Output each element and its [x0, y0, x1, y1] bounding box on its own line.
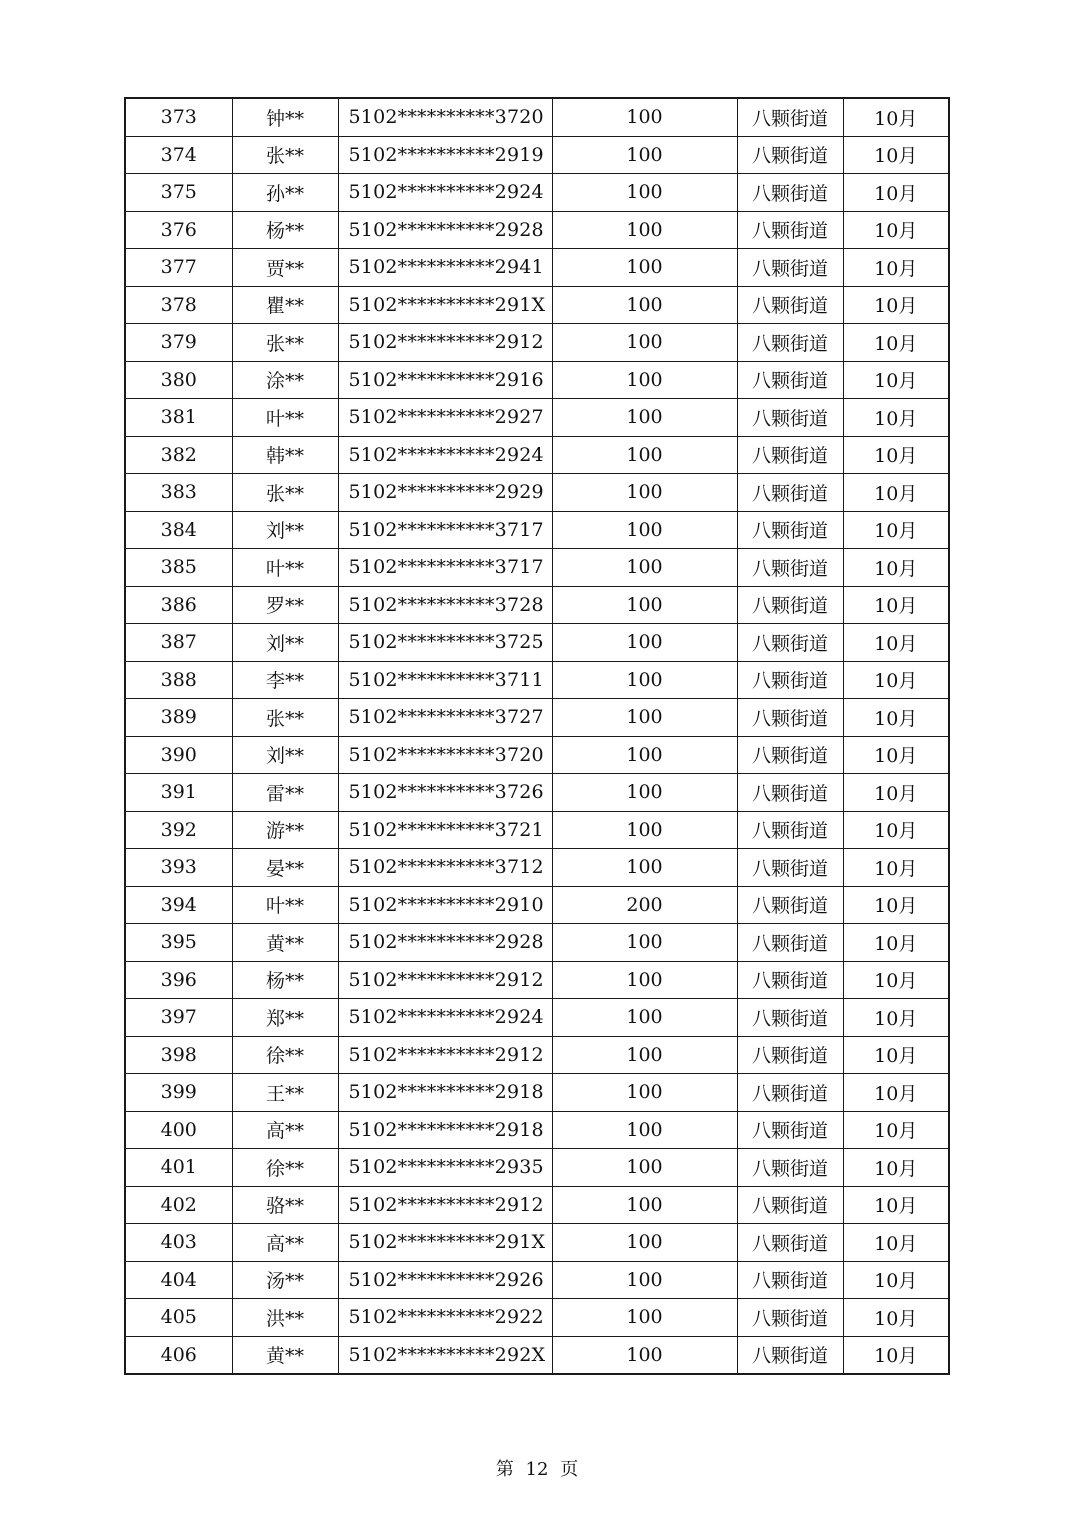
cell-row-index: 394 [125, 886, 232, 924]
cell-street-office: 八颗街道 [737, 736, 843, 774]
table-row [125, 849, 949, 887]
cell-person-name: 黄** [232, 1336, 338, 1374]
table-row [125, 549, 949, 587]
cell-month: 10月 [843, 961, 949, 999]
cell-row-index: 381 [125, 399, 232, 437]
cell-street-office: 八颗街道 [737, 774, 843, 812]
cell-row-index: 399 [125, 1074, 232, 1112]
cell-id-number: 5102**********2941 [338, 249, 552, 287]
cell-row-index: 387 [125, 624, 232, 662]
table-row [125, 1261, 949, 1299]
cell-amount: 100 [552, 136, 737, 174]
table-row [125, 699, 949, 737]
cell-month: 10月 [843, 436, 949, 474]
cell-amount: 100 [552, 699, 737, 737]
cell-row-index: 401 [125, 1149, 232, 1187]
cell-id-number: 5102**********2929 [338, 474, 552, 512]
cell-street-office: 八颗街道 [737, 661, 843, 699]
cell-amount: 100 [552, 1336, 737, 1374]
table-row [125, 174, 949, 212]
cell-id-number: 5102**********2922 [338, 1299, 552, 1337]
cell-row-index: 377 [125, 249, 232, 287]
cell-amount: 100 [552, 999, 737, 1037]
cell-amount: 100 [552, 1074, 737, 1112]
table-row [125, 886, 949, 924]
cell-person-name: 骆** [232, 1186, 338, 1224]
cell-row-index: 406 [125, 1336, 232, 1374]
table-row [125, 211, 949, 249]
cell-person-name: 张** [232, 136, 338, 174]
cell-month: 10月 [843, 811, 949, 849]
cell-month: 10月 [843, 1149, 949, 1187]
cell-month: 10月 [843, 399, 949, 437]
table-row [125, 1186, 949, 1224]
cell-id-number: 5102**********2928 [338, 211, 552, 249]
cell-person-name: 徐** [232, 1149, 338, 1187]
records-table-body [125, 98, 949, 1374]
cell-row-index: 379 [125, 324, 232, 362]
cell-amount: 100 [552, 849, 737, 887]
table-row [125, 1149, 949, 1187]
table-row [125, 436, 949, 474]
cell-month: 10月 [843, 324, 949, 362]
cell-month: 10月 [843, 1074, 949, 1112]
cell-row-index: 382 [125, 436, 232, 474]
cell-street-office: 八颗街道 [737, 211, 843, 249]
cell-amount: 100 [552, 436, 737, 474]
cell-street-office: 八颗街道 [737, 849, 843, 887]
cell-row-index: 386 [125, 586, 232, 624]
cell-street-office: 八颗街道 [737, 436, 843, 474]
cell-street-office: 八颗街道 [737, 1224, 843, 1262]
cell-row-index: 400 [125, 1111, 232, 1149]
cell-month: 10月 [843, 774, 949, 812]
table-row [125, 1336, 949, 1374]
cell-street-office: 八颗街道 [737, 136, 843, 174]
cell-street-office: 八颗街道 [737, 1186, 843, 1224]
cell-amount: 100 [552, 1149, 737, 1187]
cell-row-index: 378 [125, 286, 232, 324]
cell-amount: 100 [552, 361, 737, 399]
cell-person-name: 张** [232, 324, 338, 362]
cell-person-name: 张** [232, 474, 338, 512]
cell-person-name: 高** [232, 1224, 338, 1262]
cell-amount: 100 [552, 774, 737, 812]
cell-street-office: 八颗街道 [737, 249, 843, 287]
table-row [125, 136, 949, 174]
cell-id-number: 5102**********3720 [338, 98, 552, 136]
table-row [125, 961, 949, 999]
table-row [125, 736, 949, 774]
cell-amount: 100 [552, 549, 737, 587]
cell-row-index: 405 [125, 1299, 232, 1337]
table-row [125, 474, 949, 512]
cell-person-name: 韩** [232, 436, 338, 474]
cell-person-name: 郑** [232, 999, 338, 1037]
cell-amount: 100 [552, 586, 737, 624]
cell-month: 10月 [843, 1111, 949, 1149]
cell-month: 10月 [843, 1036, 949, 1074]
table-row [125, 324, 949, 362]
cell-id-number: 5102**********2924 [338, 436, 552, 474]
cell-month: 10月 [843, 999, 949, 1037]
cell-month: 10月 [843, 549, 949, 587]
table-row [125, 624, 949, 662]
table-row [125, 1224, 949, 1262]
cell-amount: 100 [552, 924, 737, 962]
cell-row-index: 391 [125, 774, 232, 812]
cell-row-index: 388 [125, 661, 232, 699]
cell-person-name: 刘** [232, 736, 338, 774]
cell-id-number: 5102**********3717 [338, 511, 552, 549]
cell-month: 10月 [843, 249, 949, 287]
cell-amount: 200 [552, 886, 737, 924]
table-row [125, 511, 949, 549]
cell-street-office: 八颗街道 [737, 399, 843, 437]
cell-id-number: 5102**********291X [338, 1224, 552, 1262]
cell-person-name: 黄** [232, 924, 338, 962]
cell-month: 10月 [843, 511, 949, 549]
cell-person-name: 钟** [232, 98, 338, 136]
cell-id-number: 5102**********3728 [338, 586, 552, 624]
table-row [125, 661, 949, 699]
cell-street-office: 八颗街道 [737, 961, 843, 999]
cell-id-number: 5102**********3712 [338, 849, 552, 887]
cell-amount: 100 [552, 661, 737, 699]
cell-person-name: 刘** [232, 511, 338, 549]
cell-month: 10月 [843, 661, 949, 699]
cell-amount: 100 [552, 1224, 737, 1262]
cell-row-index: 373 [125, 98, 232, 136]
cell-street-office: 八颗街道 [737, 586, 843, 624]
cell-row-index: 397 [125, 999, 232, 1037]
cell-id-number: 5102**********2910 [338, 886, 552, 924]
cell-month: 10月 [843, 586, 949, 624]
cell-month: 10月 [843, 211, 949, 249]
cell-person-name: 叶** [232, 399, 338, 437]
cell-month: 10月 [843, 1336, 949, 1374]
cell-amount: 100 [552, 736, 737, 774]
cell-person-name: 游** [232, 811, 338, 849]
cell-id-number: 5102**********2912 [338, 1036, 552, 1074]
cell-row-index: 375 [125, 174, 232, 212]
cell-amount: 100 [552, 811, 737, 849]
cell-row-index: 389 [125, 699, 232, 737]
cell-person-name: 晏** [232, 849, 338, 887]
cell-street-office: 八颗街道 [737, 174, 843, 212]
cell-id-number: 5102**********2919 [338, 136, 552, 174]
cell-street-office: 八颗街道 [737, 549, 843, 587]
cell-month: 10月 [843, 361, 949, 399]
cell-row-index: 398 [125, 1036, 232, 1074]
cell-row-index: 384 [125, 511, 232, 549]
cell-id-number: 5102**********2912 [338, 324, 552, 362]
cell-month: 10月 [843, 849, 949, 887]
cell-month: 10月 [843, 136, 949, 174]
cell-id-number: 5102**********3717 [338, 549, 552, 587]
cell-amount: 100 [552, 211, 737, 249]
cell-person-name: 叶** [232, 549, 338, 587]
cell-id-number: 5102**********2912 [338, 961, 552, 999]
cell-amount: 100 [552, 1299, 737, 1337]
cell-person-name: 徐** [232, 1036, 338, 1074]
cell-amount: 100 [552, 98, 737, 136]
cell-person-name: 雷** [232, 774, 338, 812]
table-row [125, 399, 949, 437]
cell-street-office: 八颗街道 [737, 811, 843, 849]
cell-id-number: 5102**********292X [338, 1336, 552, 1374]
cell-amount: 100 [552, 249, 737, 287]
cell-id-number: 5102**********3727 [338, 699, 552, 737]
cell-month: 10月 [843, 286, 949, 324]
cell-person-name: 叶** [232, 886, 338, 924]
cell-street-office: 八颗街道 [737, 1261, 843, 1299]
cell-month: 10月 [843, 624, 949, 662]
cell-id-number: 5102**********2912 [338, 1186, 552, 1224]
cell-person-name: 刘** [232, 624, 338, 662]
cell-street-office: 八颗街道 [737, 286, 843, 324]
cell-id-number: 5102**********2924 [338, 999, 552, 1037]
table-row [125, 286, 949, 324]
cell-amount: 100 [552, 961, 737, 999]
cell-street-office: 八颗街道 [737, 924, 843, 962]
cell-street-office: 八颗街道 [737, 511, 843, 549]
cell-street-office: 八颗街道 [737, 324, 843, 362]
table-row [125, 774, 949, 812]
cell-row-index: 385 [125, 549, 232, 587]
table-row [125, 586, 949, 624]
footer-suffix: 页 [560, 1459, 579, 1480]
cell-month: 10月 [843, 924, 949, 962]
cell-person-name: 罗** [232, 586, 338, 624]
footer-prefix: 第 [495, 1459, 514, 1480]
cell-street-office: 八颗街道 [737, 1336, 843, 1374]
table-row [125, 1074, 949, 1112]
cell-person-name: 汤** [232, 1261, 338, 1299]
cell-id-number: 5102**********2927 [338, 399, 552, 437]
cell-person-name: 涂** [232, 361, 338, 399]
cell-street-office: 八颗街道 [737, 999, 843, 1037]
page-number: 12 [525, 1459, 549, 1480]
records-table [124, 97, 950, 1375]
table-row [125, 1299, 949, 1337]
cell-street-office: 八颗街道 [737, 1149, 843, 1187]
cell-person-name: 贾** [232, 249, 338, 287]
cell-street-office: 八颗街道 [737, 1299, 843, 1337]
table-row [125, 924, 949, 962]
cell-street-office: 八颗街道 [737, 699, 843, 737]
cell-person-name: 高** [232, 1111, 338, 1149]
cell-amount: 100 [552, 1036, 737, 1074]
cell-id-number: 5102**********2926 [338, 1261, 552, 1299]
cell-id-number: 5102**********2928 [338, 924, 552, 962]
cell-street-office: 八颗街道 [737, 624, 843, 662]
cell-amount: 100 [552, 624, 737, 662]
table-row [125, 361, 949, 399]
cell-person-name: 杨** [232, 961, 338, 999]
cell-row-index: 390 [125, 736, 232, 774]
cell-amount: 100 [552, 474, 737, 512]
cell-amount: 100 [552, 1261, 737, 1299]
cell-person-name: 李** [232, 661, 338, 699]
cell-row-index: 380 [125, 361, 232, 399]
cell-person-name: 孙** [232, 174, 338, 212]
cell-street-office: 八颗街道 [737, 1036, 843, 1074]
table-row [125, 249, 949, 287]
cell-amount: 100 [552, 174, 737, 212]
cell-person-name: 瞿** [232, 286, 338, 324]
table-row [125, 999, 949, 1037]
cell-street-office: 八颗街道 [737, 361, 843, 399]
cell-id-number: 5102**********2918 [338, 1074, 552, 1112]
cell-amount: 100 [552, 1111, 737, 1149]
cell-row-index: 403 [125, 1224, 232, 1262]
cell-month: 10月 [843, 174, 949, 212]
cell-row-index: 396 [125, 961, 232, 999]
table-row [125, 98, 949, 136]
table-row [125, 1111, 949, 1149]
cell-id-number: 5102**********3721 [338, 811, 552, 849]
cell-id-number: 5102**********291X [338, 286, 552, 324]
cell-month: 10月 [843, 699, 949, 737]
cell-row-index: 395 [125, 924, 232, 962]
cell-row-index: 404 [125, 1261, 232, 1299]
cell-amount: 100 [552, 1186, 737, 1224]
cell-month: 10月 [843, 1299, 949, 1337]
cell-id-number: 5102**********2935 [338, 1149, 552, 1187]
cell-id-number: 5102**********2924 [338, 174, 552, 212]
cell-amount: 100 [552, 399, 737, 437]
cell-row-index: 392 [125, 811, 232, 849]
cell-id-number: 5102**********3725 [338, 624, 552, 662]
cell-person-name: 王** [232, 1074, 338, 1112]
cell-amount: 100 [552, 324, 737, 362]
cell-row-index: 393 [125, 849, 232, 887]
cell-row-index: 374 [125, 136, 232, 174]
table-row [125, 1036, 949, 1074]
cell-month: 10月 [843, 886, 949, 924]
cell-street-office: 八颗街道 [737, 98, 843, 136]
cell-street-office: 八颗街道 [737, 1074, 843, 1112]
cell-month: 10月 [843, 474, 949, 512]
cell-street-office: 八颗街道 [737, 474, 843, 512]
cell-street-office: 八颗街道 [737, 1111, 843, 1149]
cell-row-index: 402 [125, 1186, 232, 1224]
cell-street-office: 八颗街道 [737, 886, 843, 924]
cell-id-number: 5102**********3726 [338, 774, 552, 812]
cell-id-number: 5102**********2918 [338, 1111, 552, 1149]
page-footer [0, 1455, 1074, 1481]
cell-amount: 100 [552, 286, 737, 324]
cell-person-name: 张** [232, 699, 338, 737]
cell-row-index: 376 [125, 211, 232, 249]
cell-id-number: 5102**********3720 [338, 736, 552, 774]
cell-amount: 100 [552, 511, 737, 549]
cell-month: 10月 [843, 98, 949, 136]
cell-month: 10月 [843, 1261, 949, 1299]
cell-month: 10月 [843, 1224, 949, 1262]
cell-month: 10月 [843, 1186, 949, 1224]
cell-id-number: 5102**********2916 [338, 361, 552, 399]
cell-person-name: 杨** [232, 211, 338, 249]
cell-id-number: 5102**********3711 [338, 661, 552, 699]
cell-row-index: 383 [125, 474, 232, 512]
cell-person-name: 洪** [232, 1299, 338, 1337]
table-row [125, 811, 949, 849]
cell-month: 10月 [843, 736, 949, 774]
